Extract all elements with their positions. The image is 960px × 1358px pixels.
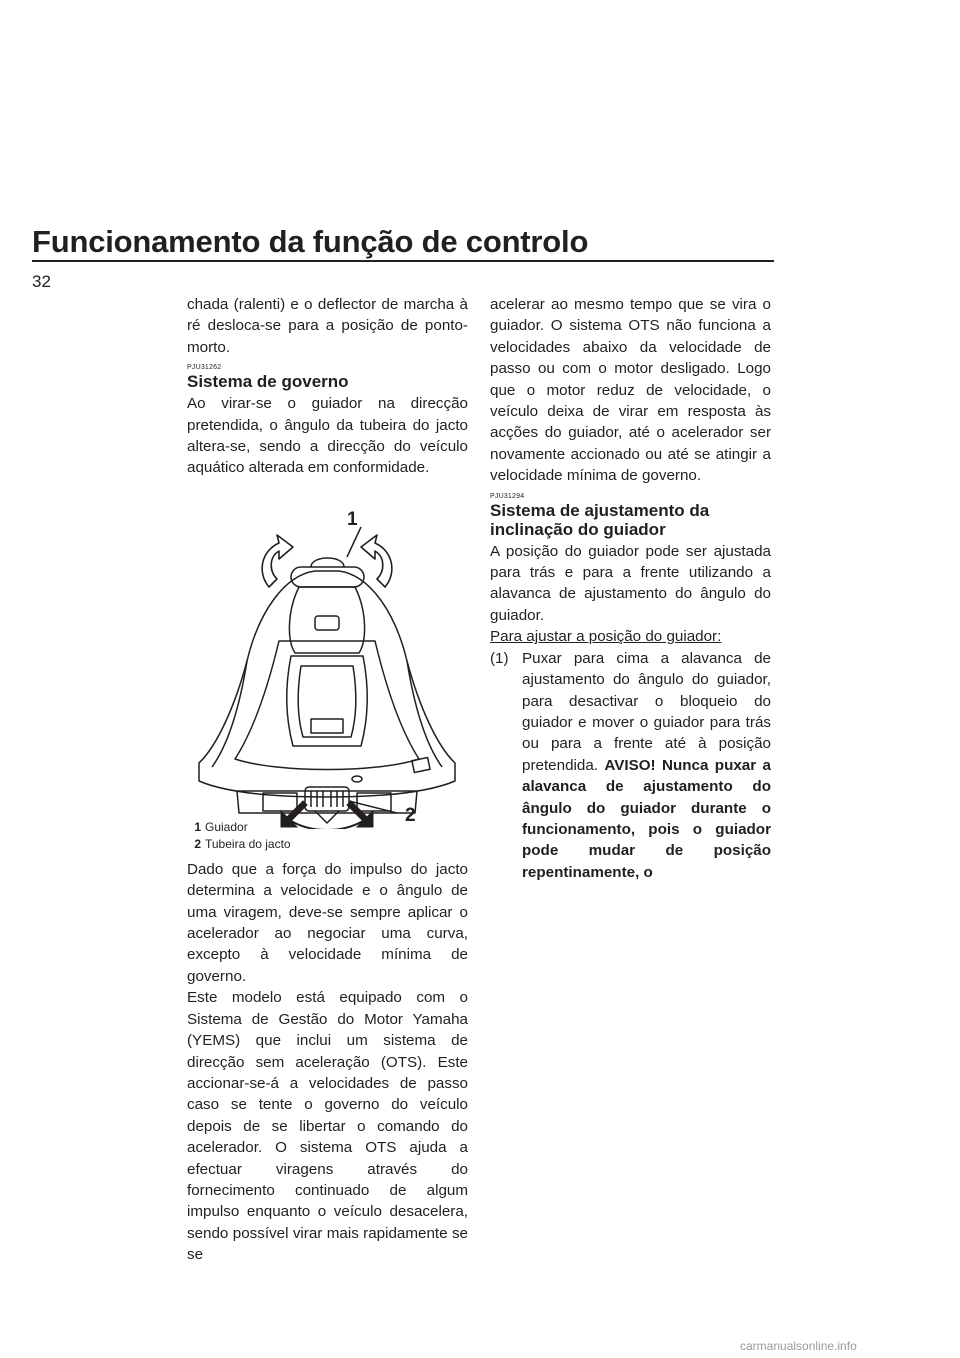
step-number: (1): [490, 649, 509, 667]
section-code: PJU31294: [490, 492, 525, 500]
watermark: carmanualsonline.info: [740, 1339, 857, 1353]
left-column: [187, 294, 468, 1266]
paragraph-thrust: Dado que a força do impulso do jacto determina a velocidade e o ângulo de uma viragem, deve-se sempre aplicar o acelerador ao negociar uma curva, excepto à velocidade mínima de governo.: [187, 860, 468, 985]
paragraph-steering: Ao virar-se o guiador na direcção pretendida, o ângulo da tubeira do jacto altera-se, sendo a direcção do veículo aquático alterada em conformidade.: [187, 395, 468, 477]
paragraph-neutral: chada (ralenti) e o deflector de marcha à ré desloca-se para a posição de ponto-morto.: [187, 296, 468, 356]
callout-1: 1: [347, 508, 358, 530]
legend-item: 2 Tubeira do jacto: [194, 836, 291, 851]
watercraft-illustration: [187, 491, 468, 829]
paragraph-ots-continued: acelerar ao mesmo tempo que se vira o guiador. O sistema OTS não funciona a velocidades abaixo da velocidade de passo ou com o motor desligado. Logo que o motor reduz de velocidade, o veículo deixa de virar em resposta às acções do guiador, até o acelerador ser novamente accionado ou até se atingir a velocidade mínima de governo.: [490, 296, 771, 485]
right-column: [490, 294, 771, 883]
section-code: PJU31262: [187, 364, 222, 372]
step-text: Puxar para cima a alavanca de ajustamento do ângulo do guiador, para desactivar o bloqueio do guiador e mover o guiador para trás ou para a frente até à posição pretendida. AVISO! Nunca puxar a alavanca de ajustamento do ângulo do guiador durante o funcionamento, pois o guiador pode mudar de posição repentinamente, o: [522, 649, 771, 881]
paragraph-ots: Este modelo está equipado com o Sistema de Gestão do Motor Yamaha (YEMS) que inclui um sistema de direcção sem aceleração (OTS). Este accionar-se-á a velocidades de passo caso se tente o governo do veículo depois de se libertar o comando do acelerador. O sistema OTS ajuda a efectuar viragens através do fornecimento continuado de algum impulso enquanto o veículo desacelera, sendo possível virar mais rapidamente se se: [187, 989, 468, 1264]
watercraft-figure: [187, 491, 468, 829]
page-number: 32: [32, 272, 51, 291]
callout-2: 2: [405, 804, 416, 826]
title-rule: [32, 260, 774, 262]
section-heading-steering: Sistema de governo: [187, 372, 349, 392]
procedure-subheading: Para ajustar a posição do guiador:: [490, 628, 722, 646]
procedure-step: [490, 648, 771, 883]
section-heading-tilt: Sistema de ajustamento da inclinação do guiador: [490, 500, 710, 539]
legend-item: 1 Guiador: [194, 819, 248, 834]
paragraph-tilt: A posição do guiador pode ser ajustada para trás e para a frente utilizando a alavanca de ajustamento do ângulo do guiador.: [490, 542, 771, 624]
page-title: Funcionamento da função de controlo: [32, 224, 589, 259]
warning-text: AVISO! Nunca puxar a alavanca de ajustamento do ângulo do guiador durante o funcionamento, pois o guiador pode mudar de posição repentinamente, o: [522, 756, 771, 881]
